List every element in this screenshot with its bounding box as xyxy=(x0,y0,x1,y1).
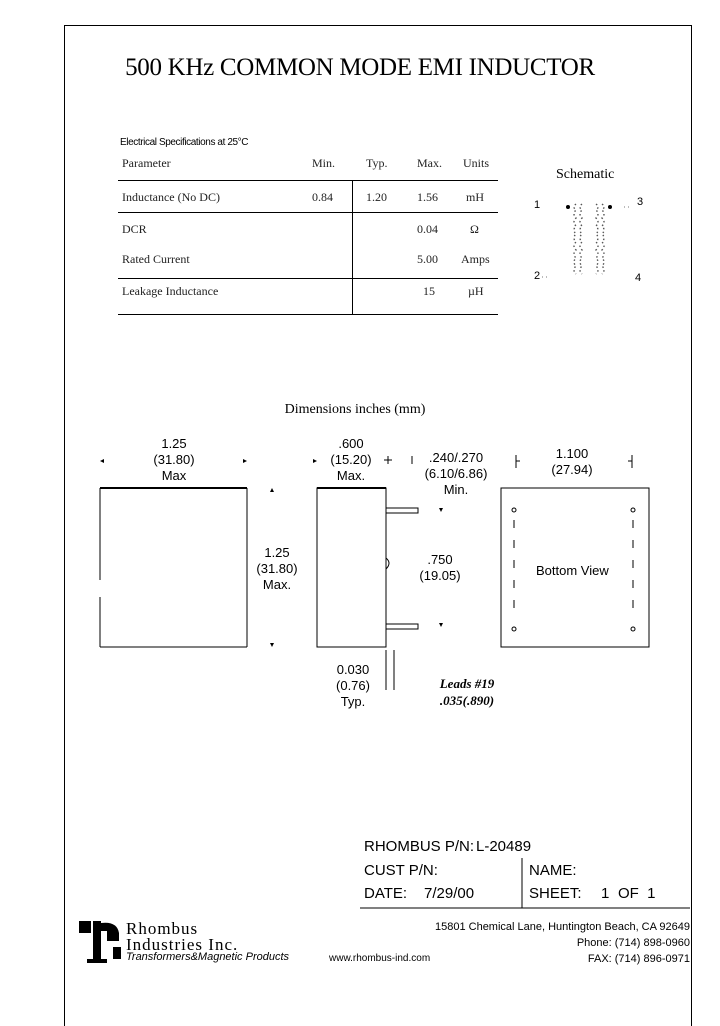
header-max: Max. xyxy=(417,156,442,170)
pin-label-4: 4 xyxy=(635,272,642,284)
company-address: 15801 Chemical Lane, Huntington Beach, CA 92649 xyxy=(434,921,690,933)
cell-max: 1.56 xyxy=(417,190,438,204)
name-label: NAME: xyxy=(529,862,577,879)
standoff-mm: (0.76) xyxy=(336,678,370,693)
lead-length-inches: .240/.270 xyxy=(428,450,484,465)
width-note: Max xyxy=(161,468,187,483)
depth-mm: (15.20) xyxy=(330,452,372,467)
cell-param: Leakage Inductance xyxy=(122,284,219,298)
depth-note: Max. xyxy=(336,468,366,483)
header-typ: Typ. xyxy=(366,156,388,170)
standoff-inches: 0.030 xyxy=(336,662,370,677)
cust-pn-label: CUST P/N: xyxy=(364,862,438,879)
leads-diameter: .035(.890) xyxy=(439,693,495,708)
width-mm: (31.80) xyxy=(153,452,195,467)
header-units: Units xyxy=(463,156,490,170)
lead-spacing-inches: .750 xyxy=(427,552,453,567)
schematic-title: Schematic xyxy=(556,167,615,182)
bottom-view xyxy=(501,455,649,647)
side-view xyxy=(317,456,418,690)
sheet-label: SHEET: xyxy=(529,885,582,902)
company-name-line2: Industries Inc. xyxy=(126,935,239,954)
pin-label-3: 3 xyxy=(637,196,644,208)
cell-units: mH xyxy=(466,190,484,204)
company-tagline: Transformers&Magnetic Products xyxy=(126,951,290,963)
company-phone: Phone: (714) 898-0960 xyxy=(576,937,690,949)
dimensions-title: Dimensions inches (mm) xyxy=(284,402,426,417)
rhombus-pn-value: L-20489 xyxy=(476,838,532,855)
cell-max: 15 xyxy=(423,284,435,298)
cell-param: Rated Current xyxy=(122,252,190,266)
cell-param: DCR xyxy=(122,222,147,236)
width-inches: 1.25 xyxy=(161,436,187,451)
specs-caption: Electrical Specifications at 25°C xyxy=(120,137,249,148)
cell-units: Amps xyxy=(461,252,490,266)
date-value: 7/29/00 xyxy=(424,885,475,902)
front-view xyxy=(100,488,247,647)
height-note: Max. xyxy=(262,577,292,592)
cell-units: µH xyxy=(468,284,484,298)
cell-typ: 1.20 xyxy=(366,190,387,204)
bottom-view-label: Bottom View xyxy=(536,563,609,578)
leads-gauge: Leads #19 xyxy=(439,676,495,691)
company-name-line1: Rhombus xyxy=(126,919,199,938)
pin-span-mm: (27.94) xyxy=(551,462,593,477)
cell-min: 0.84 xyxy=(312,190,333,204)
cell-param: Inductance (No DC) xyxy=(122,190,220,204)
pin-label-1: 1 xyxy=(534,199,541,211)
pin-span-inches: 1.100 xyxy=(555,446,589,461)
cell-max: 0.04 xyxy=(417,222,438,236)
company-contact xyxy=(400,919,690,967)
lead-spacing-mm: (19.05) xyxy=(419,568,461,583)
sheet-total: OF 1 xyxy=(618,885,656,902)
depth-inches: .600 xyxy=(338,436,364,451)
company-url[interactable]: www.rhombus-ind.com xyxy=(329,953,431,964)
document-title: 500 KHz COMMON MODE EMI INDUCTOR xyxy=(125,54,595,81)
date-label: DATE: xyxy=(364,885,408,902)
company-fax: FAX: (714) 896-0971 xyxy=(587,953,690,965)
height-mm: (31.80) xyxy=(256,561,298,576)
header-parameter: Parameter xyxy=(122,156,171,170)
header-min: Min. xyxy=(312,156,336,170)
height-inches: 1.25 xyxy=(264,545,290,560)
rhombus-pn-label: RHOMBUS P/N: xyxy=(364,838,475,855)
rhombus-logo-icon xyxy=(77,917,123,965)
cell-max: 5.00 xyxy=(417,252,438,266)
sheet-number: 1 xyxy=(601,885,610,902)
standoff-note: Typ. xyxy=(340,694,366,709)
pin-label-2: 2 xyxy=(534,270,541,282)
lead-length-mm: (6.10/6.86) xyxy=(424,466,488,481)
lead-length-note: Min. xyxy=(443,482,469,497)
cell-units: Ω xyxy=(470,222,479,236)
